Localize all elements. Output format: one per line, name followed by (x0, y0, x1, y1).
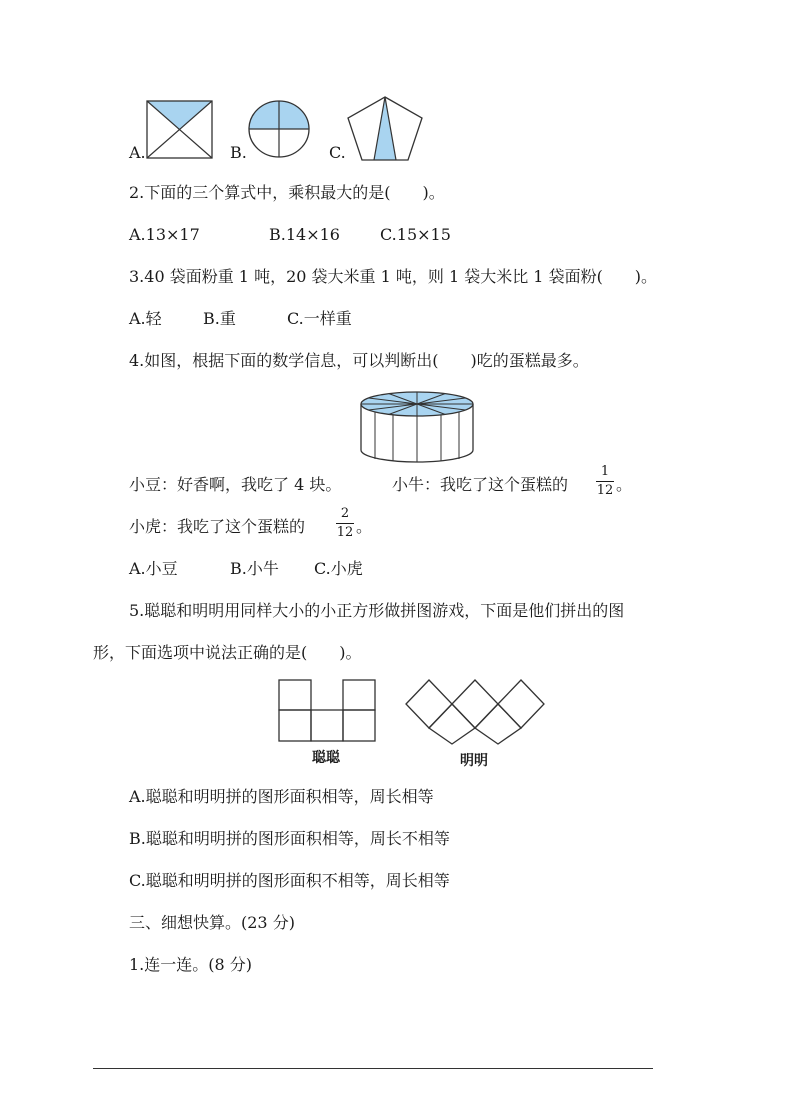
q4-option-b: B.小牛 (230, 559, 279, 578)
q5-stem-line1: 5.聪聪和明明用同样大小的小正方形做拼图游戏，下面是他们拼出的图 (129, 601, 625, 620)
q1-figure-circle (248, 100, 312, 160)
q4-option-c: C.小虎 (314, 559, 363, 578)
q2-option-b: B.14×16 (269, 225, 340, 244)
q5-option-c: C.聪聪和明明拼的图形面积不相等，周长相等 (129, 871, 450, 890)
q3-option-a: A.轻 (129, 309, 162, 328)
q1-figure-pentagon (347, 96, 423, 162)
q4-xiaohu-denominator: 12 (336, 525, 354, 540)
q4-xiaohu-fraction-bar (336, 523, 354, 524)
q4-xiaoniu-numerator: 1 (600, 464, 610, 479)
q4-stem: 4.如图，根据下面的数学信息，可以判断出( )吃的蛋糕最多。 (129, 351, 589, 370)
congcong-label: 聪聪 (312, 750, 340, 766)
section3-item1: 1.连一连。(8 分) (129, 955, 253, 974)
q4-xiaohu-numerator: 2 (340, 506, 350, 521)
q4-xiaoniu-statement: 小牛：我吃了这个蛋糕的 (392, 475, 569, 494)
q4-xiaoniu-end: 。 (616, 475, 633, 494)
q4-xiaodou-statement: 小豆：好香啊，我吃了 4 块。 (129, 475, 342, 494)
q3-stem: 3.40 袋面粉重 1 吨，20 袋大米重 1 吨，则 1 袋大米比 1 袋面粉( )。 (129, 267, 658, 286)
bottom-rule (93, 1068, 653, 1069)
q4-xiaoniu-fraction-bar (596, 481, 614, 482)
mingming-label: 明明 (460, 753, 488, 769)
q3-option-b: B.重 (203, 309, 236, 328)
q5-option-a: A.聪聪和明明拼的图形面积相等，周长相等 (129, 787, 434, 806)
section3-title: 三、细想快算。(23 分) (129, 913, 295, 932)
q4-xiaohu-end: 。 (356, 517, 373, 536)
congcong-figure (278, 679, 376, 743)
q4-option-a: A.小豆 (129, 559, 178, 578)
q5-option-b: B.聪聪和明明拼的图形面积相等，周长不相等 (129, 829, 450, 848)
cake-figure (359, 384, 475, 464)
q5-stem-line2: 形，下面选项中说法正确的是( )。 (93, 643, 362, 662)
q2-option-c: C.15×15 (380, 225, 451, 244)
q4-xiaohu-statement: 小虎：我吃了这个蛋糕的 (129, 517, 306, 536)
q2-option-a: A.13×17 (129, 225, 200, 244)
q1-option-c-label: C. (329, 143, 346, 162)
mingming-figure (405, 676, 545, 746)
q2-stem: 2.下面的三个算式中，乘积最大的是( )。 (129, 183, 445, 202)
q1-figure-square (146, 100, 214, 160)
q1-option-b-label: B. (230, 143, 247, 162)
q3-option-c: C.一样重 (287, 309, 352, 328)
q4-xiaoniu-denominator: 12 (596, 483, 614, 498)
q1-option-a-label: A. (129, 143, 146, 162)
